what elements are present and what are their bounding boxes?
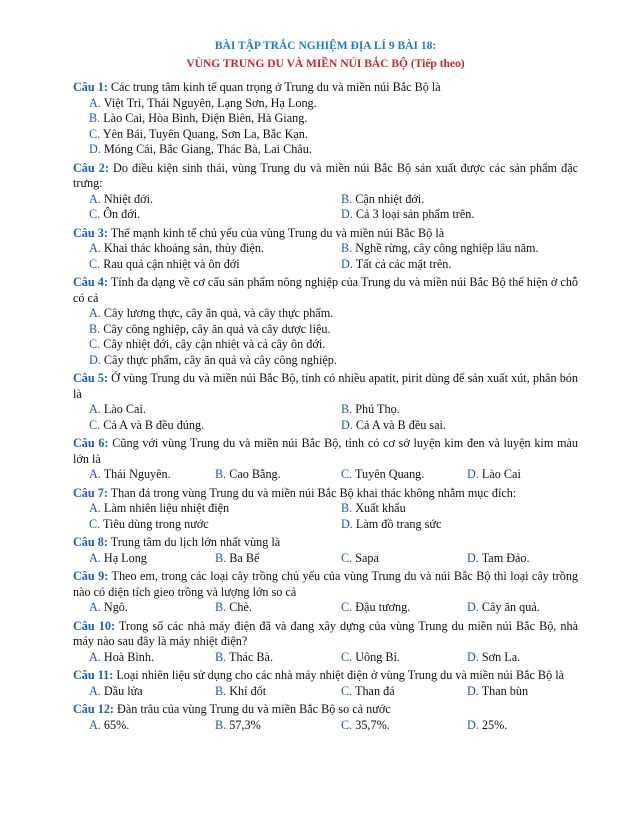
answer-option [89,600,215,616]
answer-option [89,467,215,483]
answer-option [89,127,578,143]
answer-options [73,402,578,433]
option-text: 35,7%. [355,717,390,732]
question-number: Câu 11: [73,668,114,682]
answer-options [73,650,578,666]
option-letter: C. [89,516,101,531]
question-1 [73,80,578,158]
option-letter: C. [341,717,353,732]
question-number: Câu 9: [73,569,109,583]
answer-option [341,718,467,734]
option-text: Cây lương thực, cây ăn quả, và cây thực phẩm. [103,306,334,320]
question-stem [73,161,578,192]
option-letter: A. [89,600,101,614]
question-stem [73,668,578,684]
option-text: Đậu tương. [355,600,411,614]
option-text: Làm nhiên liệu nhiệt điện [103,501,230,515]
answer-option [89,353,578,369]
option-text: Cả 3 loại sản phẩm trên. [355,207,475,221]
option-text: Khí đốt [229,683,267,698]
option-text: Làm đồ trang sức [355,516,442,531]
option-text: Cây thực phẩm, cây ăn quả và cây công nghiệp. [103,352,337,367]
option-letter: A. [89,550,101,565]
option-letter: D. [467,683,479,698]
answer-option [467,650,578,666]
question-text: Ở vùng Trung du và miền núi Bắc Bộ, tỉnh có nhiều apatit, pirit dùng để sản xuất xút, phân bón là [73,371,578,401]
option-letter: A. [89,191,101,206]
answer-option [89,418,341,434]
answer-option [89,96,578,112]
option-text: Thác Bà. [229,649,274,664]
option-letter: B. [341,501,353,515]
question-10 [73,619,578,666]
answer-options [73,551,578,567]
question-stem [73,569,578,600]
answer-option [89,111,578,127]
option-letter: D. [89,142,101,156]
question-text: Cũng với vùng Trung du và miền núi Bắc Bộ, tỉnh có cơ sở luyện kim đen và luyện kim màu lớn là [73,436,578,466]
question-number: Câu 7: [73,485,108,500]
answer-options [73,306,578,368]
option-text: Móng Cái, Bắc Giang, Thác Bà, Lai Châu. [103,142,312,156]
question-number: Câu 1: [73,80,108,94]
option-letter: A. [89,649,101,664]
option-letter: C. [341,467,353,481]
question-number: Câu 5: [73,371,108,385]
answer-option [341,207,578,223]
question-text: Thế mạnh kinh tế chủ yếu của vùng Trung du và miền núi Bắc Bộ là [110,225,445,240]
option-letter: D. [467,467,479,481]
answer-option [341,241,578,257]
option-text: Cao Bằng. [229,467,281,481]
answer-options [73,96,578,158]
answer-option [467,684,578,700]
option-text: Hoà Bình. [103,649,155,664]
answer-option [215,467,341,483]
question-2 [73,161,578,223]
answer-option [89,718,215,734]
option-letter: C. [89,207,101,221]
option-text: Tam Đảo. [481,550,530,565]
answer-options [73,192,578,223]
answer-option [467,600,578,616]
option-letter: A. [89,683,101,698]
option-letter: C. [341,550,353,565]
answer-option [89,650,215,666]
option-letter: D. [341,516,353,531]
answer-option [467,467,578,483]
option-letter: D. [467,717,479,732]
option-letter: B. [215,550,227,565]
option-text: Sapa [355,550,379,565]
option-text: Phú Thọ. [355,402,400,416]
answer-option [215,684,341,700]
option-text: Rau quả cận nhiệt và ôn đới [103,256,240,271]
question-3 [73,226,578,273]
option-text: Lào Cai. [103,402,146,416]
option-letter: A. [89,467,101,481]
option-text: Cây ăn quả. [481,600,540,614]
answer-option [341,501,578,517]
option-text: Dầu lửa [103,683,143,698]
answer-option [89,241,341,257]
question-stem [73,226,578,242]
option-letter: C. [341,683,353,698]
option-letter: A. [89,717,101,732]
option-letter: D. [341,417,353,432]
option-letter: C. [341,649,353,664]
answer-option [89,551,215,567]
option-letter: A. [89,501,101,515]
answer-option [215,600,341,616]
question-stem [73,702,578,718]
question-number: Câu 12: [73,702,114,716]
answer-option [341,467,467,483]
option-letter: D. [341,207,353,221]
option-letter: D. [89,352,101,367]
answer-option [89,402,341,418]
question-stem [73,535,578,551]
option-text: 65%. [103,717,130,732]
answer-option [89,322,578,338]
option-text: Ôn đới. [103,207,141,221]
option-letter: C. [341,600,353,614]
option-text: Lào Cai [481,467,521,481]
question-stem [73,486,578,502]
answer-option [89,337,578,353]
answer-option [89,501,341,517]
option-letter: A. [89,402,101,416]
question-9 [73,569,578,616]
question-7 [73,486,578,533]
answer-option [467,718,578,734]
question-text: Loại nhiên liệu sử dụng cho các nhà máy nhiệt điện ở vùng Trung du và miền núi Bắc Bộ là [116,668,565,682]
answer-option [341,650,467,666]
question-stem [73,275,578,306]
option-text: Than bùn [481,683,529,698]
answer-option [89,207,341,223]
question-text: Tính đa dạng về cơ cấu sản phẩm nông nghiệp của Trung du và miền núi Bắc Bộ thể hiện ở chỗ có cả [73,275,579,305]
question-11 [73,668,578,699]
answer-option [215,650,341,666]
option-letter: C. [89,337,101,351]
option-letter: C. [89,256,101,271]
option-letter: B. [341,241,353,255]
option-letter: C. [89,126,101,141]
option-text: 25%. [481,717,508,732]
option-text: Hạ Long [103,550,147,565]
option-text: Thái Nguyên. [103,467,171,481]
question-number: Câu 4: [73,275,108,289]
document-title: BÀI TẬP TRẮC NGHIỆM ĐỊA LÍ 9 BÀI 18: [214,40,437,52]
answer-option [89,142,578,158]
option-text: Sơn La. [481,649,521,664]
option-letter: A. [89,241,101,255]
option-text: Lào Cai, Hòa Bình, Điện Biên, Hà Giang. [103,111,308,125]
option-text: Khai thác khoáng sản, thủy điện. [103,241,264,255]
question-number: Câu 2: [73,160,109,175]
option-text: Chè. [229,600,252,614]
option-text: Nhiệt đới. [103,191,154,206]
option-letter: B. [215,649,227,664]
question-text: Do điều kiện sinh thái, vùng Trung du và miền núi Bắc Bộ sản xuất được các sản phẩm đặc trưng: [73,160,579,190]
option-text: Tiêu dùng trong nước [103,516,209,531]
option-text: Cả A và B đều đúng. [103,417,205,432]
option-text: Ba Bể [229,550,260,565]
answer-option [341,257,578,273]
question-number: Câu 10: [73,618,116,633]
option-letter: B. [215,717,227,732]
answer-options [73,718,578,734]
question-4 [73,275,578,368]
option-text: Cây công nghiệp, cây ăn quả và cây dược liệu. [103,321,331,336]
option-letter: C. [89,417,101,432]
answer-options [73,684,578,700]
option-letter: A. [89,95,101,110]
option-letter: B. [341,402,353,416]
question-list [73,80,578,733]
answer-options [73,600,578,616]
option-text: Tuyên Quang. [355,467,425,481]
option-letter: B. [215,600,227,614]
answer-options [73,241,578,272]
question-stem [73,80,578,96]
question-stem [73,371,578,402]
option-text: Việt Trì, Thái Nguyên, Lạng Sơn, Hạ Long. [103,95,317,110]
question-text: Theo em, trong các loại cây trồng chủ yếu của vùng Trung du và núi Bắc Bộ thì loại cây trồng nào có diện tích gieo trồng và lượng lớn so cả [73,569,579,599]
option-letter: A. [89,306,101,320]
question-6 [73,436,578,483]
answer-option [89,517,341,533]
question-text: Các trung tâm kinh tế quan trọng ở Trung du và miền núi Bắc Bộ là [110,80,441,94]
answer-options [73,467,578,483]
answer-option [341,402,578,418]
question-stem [73,619,578,650]
answer-option [215,718,341,734]
question-text: Trung tâm du lịch lớn nhất vùng là [110,535,281,549]
answer-option [89,306,578,322]
answer-option [89,192,341,208]
question-stem [73,436,578,467]
option-letter: D. [467,649,479,664]
answer-options [73,501,578,532]
question-number: Câu 6: [73,436,109,450]
answer-option [341,551,467,567]
question-text: Đàn trâu của vùng Trung du và miền Bắc Bộ so cả nước [117,702,391,716]
option-text: Ngô. [103,600,128,614]
option-text: Cả A và B đều sai. [355,417,446,432]
option-letter: D. [341,256,353,271]
answer-option [341,684,467,700]
option-letter: B. [215,683,227,698]
option-text: Xuất khẩu [355,501,406,515]
answer-option [341,192,578,208]
option-text: Uông Bí. [355,649,400,664]
answer-option [341,517,578,533]
answer-option [467,551,578,567]
answer-option [89,684,215,700]
option-text: Tất cả các mặt trên. [355,256,452,271]
answer-option [215,551,341,567]
answer-option [341,600,467,616]
answer-option [89,257,341,273]
question-number: Câu 8: [73,535,108,549]
question-text: Trong số các nhà máy điện đã và đang xây dựng của vùng Trung du miền núi Bắc Bộ, nhà máy nào sau đây là máy nhiệt điện? [73,618,579,648]
option-letter: D. [467,600,479,614]
option-letter: D. [467,550,479,565]
option-text: Than đá [355,683,395,698]
option-text: 57,3% [229,717,261,732]
question-5 [73,371,578,433]
option-letter: B. [89,321,101,336]
question-text: Than đá trong vùng Trung du và miền núi Bắc Bộ khai thác không nhằm mục đích: [110,485,517,500]
option-text: Nghề rừng, cây công nghiệp lâu năm. [355,241,539,255]
question-number: Câu 3: [73,225,108,240]
question-8 [73,535,578,566]
option-text: Cận nhiệt đới. [355,191,425,206]
option-letter: B. [215,467,227,481]
option-letter: B. [89,111,101,125]
document-subtitle: VÙNG TRUNG DU VÀ MIỀN NÚI BẮC BỘ (Tiếp theo) [186,58,465,70]
question-12 [73,702,578,733]
option-text: Cây nhiệt đới, cây cận nhiệt và cả cây ôn đới. [103,337,326,351]
option-text: Yên Bái, Tuyên Quang, Sơn La, Bắc Kạn. [102,126,308,141]
answer-option [341,418,578,434]
option-letter: B. [341,191,353,206]
